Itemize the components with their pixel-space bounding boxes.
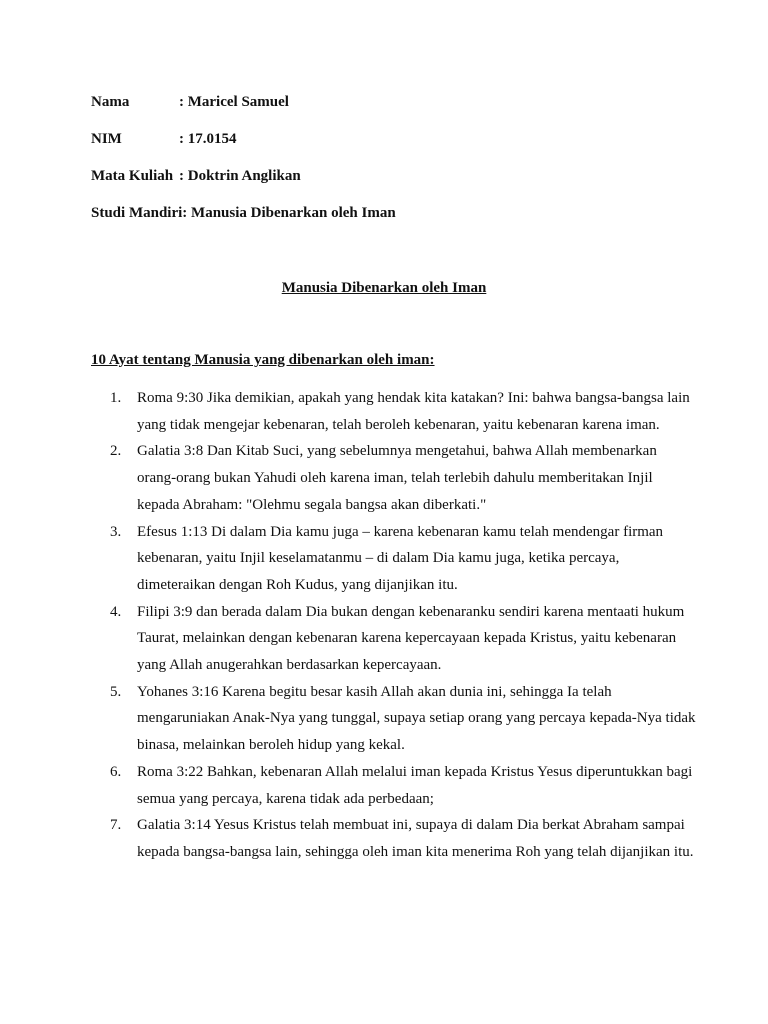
verse-number: 3. <box>110 523 122 540</box>
section-subheading: 10 Ayat tentang Manusia yang dibenarkan oleh iman: <box>91 352 435 368</box>
verse-number: 7. <box>110 817 122 834</box>
header-nim-row <box>91 131 237 148</box>
verse-item <box>0 599 768 679</box>
header-matakuliah-row <box>91 168 301 185</box>
verse-text: Galatia 3:14 Yesus Kristus telah membuat ini, supaya di dalam Dia berkat Abraham sampai kepada bangsa-bangsa lain, sehingga oleh iman kita menerima Roh yang telah dijanjikan itu. <box>137 817 694 860</box>
header-nama-row <box>91 94 289 111</box>
verse-number: 6. <box>110 763 122 780</box>
studi-value: Manusia Dibenarkan oleh Iman <box>191 205 396 221</box>
verse-number: 4. <box>110 603 122 620</box>
nim-value: : 17.0154 <box>179 131 237 147</box>
verse-list <box>0 385 768 866</box>
verse-text: Galatia 3:8 Dan Kitab Suci, yang sebelumnya mengetahui, bahwa Allah membenarkan orang-orang bukan Yahudi oleh karena iman, telah terlebih dahulu memberitakan Injil kepada Abraham: "Olehmu segala bangsa akan diberkati." <box>137 443 657 513</box>
verse-number: 1. <box>110 390 122 406</box>
verse-text: Yohanes 3:16 Karena begitu besar kasih Allah akan dunia ini, sehingga Ia telah mengaruniakan Anak-Nya yang tunggal, supaya setiap orang yang percaya kepada-Nya tidak binasa, melainkan beroleh hidup yang kekal. <box>137 683 696 754</box>
matakuliah-value: : Doktrin Anglikan <box>179 168 301 184</box>
verse-number: 5. <box>110 683 122 700</box>
studi-label: Studi Mandiri: <box>91 205 188 221</box>
verse-text: Roma 9:30 Jika demikian, apakah yang hendak kita katakan? Ini: bahwa bangsa-bangsa lain yang tidak mengejar kebenaran, telah beroleh kebenaran, yaitu kebenaran karena iman. <box>137 390 690 433</box>
nama-value: : Maricel Samuel <box>179 94 289 110</box>
nim-label: NIM <box>91 131 122 147</box>
verse-text: Roma 3:22 Bahkan, kebenaran Allah melalui iman kepada Kristus Yesus diperuntukkan bagi semua yang percaya, karena tidak ada perbedaan; <box>137 763 693 807</box>
verse-item <box>0 385 768 438</box>
verse-item <box>0 679 768 759</box>
verse-item <box>0 759 768 812</box>
verse-item <box>0 438 768 518</box>
verse-text: Efesus 1:13 Di dalam Dia kamu juga – karena kebenaran kamu telah mendengar firman kebenaran, yaitu Injil keselamatanmu – di dalam Dia kamu juga, ketika percaya, dimeteraikan dengan Roh Kudus, yang dijanjikan itu. <box>137 523 664 593</box>
matakuliah-label: Mata Kuliah <box>91 168 174 184</box>
verse-text: Filipi 3:9 dan berada dalam Dia bukan dengan kebenaranku sendiri karena mentaati hukum Taurat, melainkan dengan kebenaran karena kepercayaan kepada Kristus, yaitu kebenaran yang Allah anugerahkan berdasarkan kepercayaan. <box>137 603 685 674</box>
document-title: Manusia Dibenarkan oleh Iman <box>281 280 487 296</box>
verse-item <box>0 519 768 599</box>
header-studi-row <box>91 205 396 222</box>
verse-number: 2. <box>110 443 122 460</box>
nama-label: Nama <box>91 94 130 110</box>
verse-item <box>0 812 768 865</box>
